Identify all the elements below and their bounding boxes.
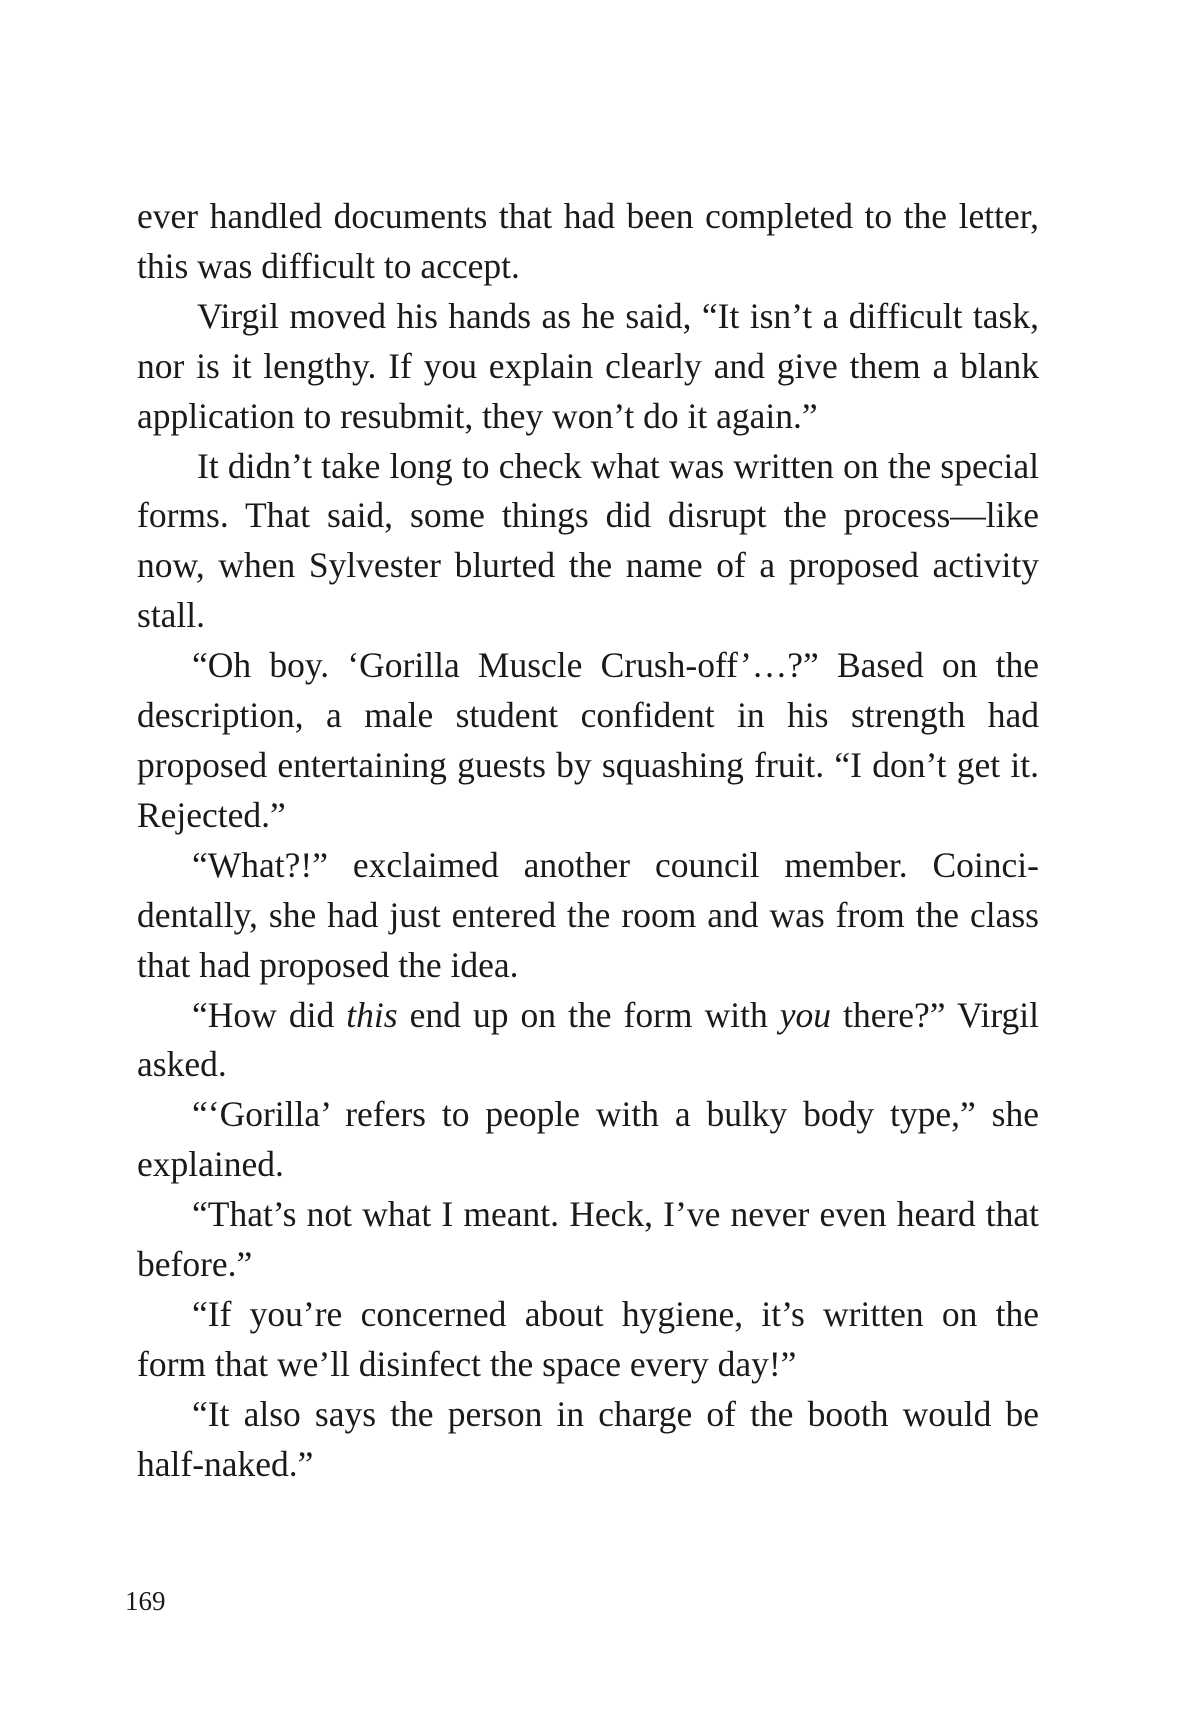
emphasis-you: you	[779, 994, 832, 1035]
paragraph-1: ever handled documents that had been completed to the letter, this was difficult to accept.	[137, 196, 1039, 286]
paragraph-6-text-b: end up on the form with	[397, 994, 780, 1035]
paragraph-7: “‘Gorilla’ refers to people with a bulky body type,” she explained.	[137, 1094, 1039, 1185]
paragraph-10: “It also says the person in charge of the booth would be half-naked.”	[137, 1393, 1039, 1484]
paragraph-8: “That’s not what I meant. Heck, I’ve never even heard that before.”	[137, 1194, 1039, 1285]
paragraph-5: “What?!” exclaimed another council member. Coincidentally, she had just entered the room and was from the class that had proposed the idea.	[137, 844, 1039, 985]
page-number: 169	[125, 1586, 166, 1616]
emphasis-this: this	[346, 994, 398, 1035]
paragraph-6-text-c: there?” Virgil asked.	[137, 994, 1039, 1085]
paragraph-6	[137, 991, 1039, 1091]
paragraph-4: “Oh boy. ‘Gorilla Muscle Crush-off’…?” Based on the description, a male student confident in his strength had proposed entertaining guests by squashing fruit. “I don’t get it. Rejected.”	[137, 645, 1039, 835]
paragraph-9: “If you’re concerned about hygiene, it’s written on the form that we’ll disinfect the space every day!”	[137, 1293, 1039, 1384]
paragraph-3: It didn’t take long to check what was written on the special forms. That said, some things did disrupt the process—like now, when Sylvester blurted the name of a proposed activity stall.	[137, 445, 1039, 636]
paragraph-6-text-a: “How did	[192, 994, 347, 1035]
paragraph-2: Virgil moved his hands as he said, “It isn’t a difficult task, nor is it lengthy. If you explain clearly and give them a blank application to resubmit, they won’t do it again.”	[137, 295, 1039, 436]
body-text	[137, 192, 1039, 1490]
